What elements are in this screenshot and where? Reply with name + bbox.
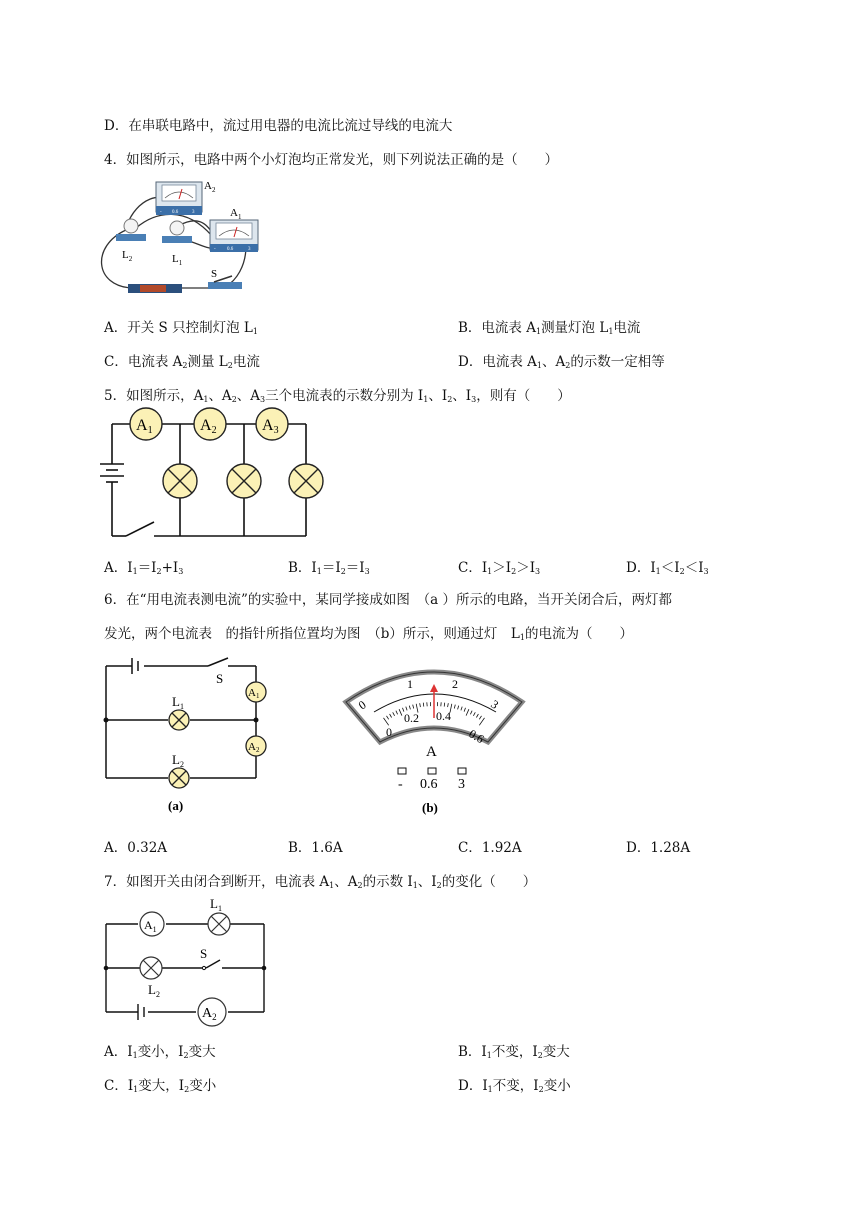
q5-stem: 5．如图所示，$A_1$、$A_2$、$A_3$三个电流表的示数分别为 $I_1$、$I_2$、$I_3$，则有（ ） [104,388,571,404]
q6b-unit: A [426,744,437,760]
q4-a2-term-minus: - [160,210,162,215]
q4-a1-term-minus: - [214,247,216,252]
q7-label-s: S [200,946,208,961]
q6b-term-06: 0.6 [420,777,438,792]
q4-option-d: D．电流表 $A_1$、$A_2$的示数一定相等 [458,354,665,370]
q4-a1-term-3: 3 [248,247,251,252]
q6-stem-line2: 发光，两个电流表 的指针所指位置均为图 （b）所示，则通过灯 $L_1$的电流为（ ） [104,626,633,642]
q4-label-a1: $A_1$ [230,207,242,221]
q6a-label-l2: $L_2$ [172,752,184,769]
q6b-bottom-0: 0 [386,725,392,739]
q6a-label-a1: A1 [248,687,260,700]
q4-a1-term-06: 0.6 [227,247,234,252]
meter-tick [444,703,445,707]
meter-tick [423,703,424,707]
q4-circuit-figure [96,176,266,300]
q6a-label-a2: A2 [248,741,260,754]
q5-option-b: B．$I_1=I_2=I_3$ [288,560,370,576]
q4-label-l2: $L_2$ [122,249,133,263]
q6a-caption: (a) [168,798,184,813]
q4-a2-term-06: 0.6 [172,210,179,215]
q4-option-b: B．电流表 $A_1$测量灯泡 $L_1$电流 [458,320,641,336]
q5-label-a3: A3 [262,417,279,436]
q4-option-a: A．开关 S 只控制灯泡 $L_1$ [104,320,258,336]
q6-circuit-figure-a [96,656,276,816]
q6b-term-3: 3 [458,777,465,792]
q6b-bottom-04: 0.4 [436,709,451,723]
q4-a2-term-3: 3 [192,210,195,215]
q6-ammeter-figure-b [340,660,530,820]
q7-option-a: A．$I_1$变小，$I_2$变大 [104,1044,216,1060]
q6-option-a: A．0.32A [104,840,168,856]
q6-option-b: B．1.6A [288,840,343,856]
q4-label-a2: $A_2$ [204,180,216,194]
q6-option-c: C．1.92A [458,840,522,856]
q7-label-a2: $A_2$ [202,1006,217,1022]
q5-label-a2: A2 [200,417,217,436]
q6b-caption: (b) [422,800,438,815]
q7-option-b: B．$I_1$不变，$I_2$变大 [458,1044,570,1060]
q6-stem-line1: 6．在“用电流表测电流”的实验中，某同学接成如图 （a ）所示的电路，当开关闭合后，两灯都 [104,592,672,608]
q6b-bottom-06: 0.6 [466,726,487,747]
q7-label-l1: $L_1$ [210,896,222,913]
q6a-label-s: S [216,671,224,686]
q5-circuit-figure [96,408,312,542]
q4-label-l1: $L_1$ [172,253,183,267]
q6b-term-minus: - [398,777,403,792]
q3-option-d: D．在串联电路中，流过用电器的电流比流过导线的电流大 [104,118,453,134]
q4-label-s: S [211,268,218,280]
q6-option-d: D．1.28A [626,840,691,856]
q7-option-d: D．$I_1$不变，$I_2$变小 [458,1078,571,1094]
q6b-top-2: 2 [452,677,458,691]
q4-stem: 4．如图所示，电路中两个小灯泡均正常发光，则下列说法正确的是（ ） [104,152,559,168]
q6b-top-0: 0 [355,697,369,713]
q7-option-c: C．$I_1$变大，$I_2$变小 [104,1078,217,1094]
q6a-label-l1: $L_1$ [172,694,184,711]
q6b-bottom-02: 0.2 [404,711,419,725]
q4-option-c: C．电流表 $A_2$测量 $L_2$电流 [104,354,260,370]
q5-label-a1: A1 [136,417,153,436]
q7-label-a1: $A_1$ [144,918,157,934]
q7-circuit-figure [96,894,276,1028]
q7-stem: 7．如图开关由闭合到断开，电流表 $A_1$、$A_2$的示数 $I_1$、$I_2$的变化（ ） [104,874,537,890]
q6b-top-1: 1 [407,677,413,691]
q5-option-a: A．$I_1=I_2+I_3$ [104,560,184,576]
q5-option-c: C．$I_1>I_2>I_3$ [458,560,541,576]
q5-option-d: D．$I_1<I_2<I_3$ [626,560,709,576]
q7-label-l2: $L_2$ [148,982,160,999]
q6b-top-3: 3 [488,696,502,712]
